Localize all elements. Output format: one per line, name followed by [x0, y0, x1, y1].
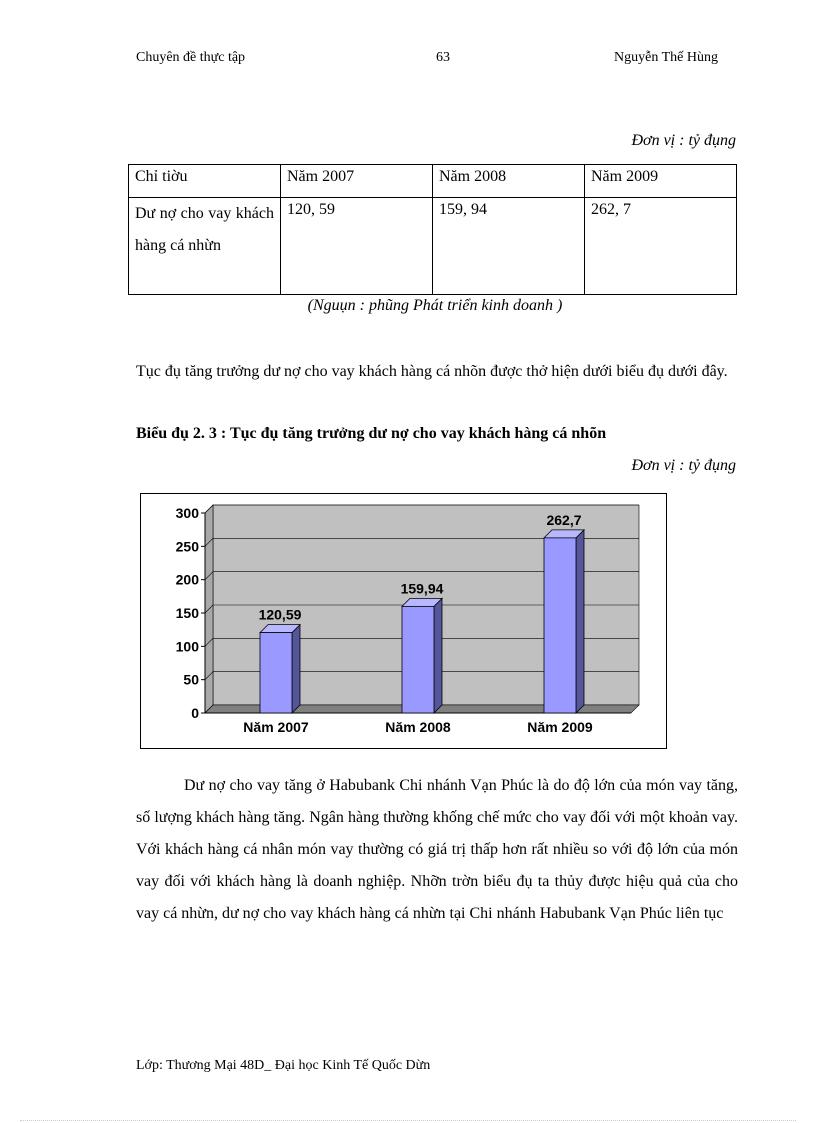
chart-y-tick-label: 0	[191, 705, 199, 721]
chart-y-tick-label: 50	[183, 671, 199, 688]
chart-y-tick-label: 100	[175, 638, 199, 655]
footer: Lớp: Thương Mại 48D_ Đại học Kinh Tế Quốc Dừn	[136, 1058, 431, 1073]
table-cell: 159, 94	[433, 198, 585, 295]
table-header-row	[129, 165, 737, 198]
table-source-note: (Nguụn : phũng Phát triển kinh doanh )	[307, 297, 563, 314]
chart-bar	[402, 606, 434, 713]
table-header-cell: Năm 2008	[433, 165, 585, 198]
bar-chart	[140, 493, 667, 749]
chart-unit-label: Đơn vị : tỷ đụng	[631, 457, 736, 474]
chart-y-tick-label: 300	[175, 505, 199, 521]
chart-bar	[260, 633, 292, 713]
chart-y-tick-label: 150	[175, 605, 199, 621]
table-header-cell: Năm 2007	[281, 165, 433, 198]
header-left: Chuyên đề thực tập	[136, 50, 246, 65]
chart-data-label: 262,7	[546, 511, 582, 528]
data-table	[128, 164, 737, 295]
chart-y-tick-label: 250	[175, 538, 199, 555]
chart-bar-side	[434, 598, 442, 713]
bar-chart-svg	[141, 494, 666, 748]
chart-bar	[544, 538, 576, 713]
table-header-cell: Năm 2009	[585, 165, 737, 198]
chart-x-tick-label: Năm 2007	[243, 719, 309, 735]
table-row-label: Dư nợ cho vay khách hàng cá nhừn	[129, 198, 281, 295]
chart-x-tick-label: Năm 2008	[385, 719, 451, 735]
intro-paragraph: Tục đụ tăng trưởng dư nợ cho vay khách hàng cá nhõn được thở hiện dưới biểu đụ dưới đây.	[136, 363, 728, 380]
chart-x-tick-label: Năm 2009	[527, 719, 593, 735]
page-number: 63	[436, 50, 450, 65]
chart-bar-side	[292, 625, 300, 713]
chart-caption: Biểu đụ 2. 3 : Tục đụ tăng trưởng dư nợ cho vay khách hàng cá nhõn	[136, 425, 607, 442]
chart-data-label: 120,59	[258, 606, 302, 623]
page-bottom-rule	[20, 1120, 796, 1121]
body-paragraph: Dư nợ cho vay tăng ở Habubank Chi nhánh Vạn Phúc là do độ lớn của món vay tăng, số lượng khách hàng tăng. Ngân hàng thường khống chế mức cho vay đối với một khoản vay. Với khách hàng cá nhân món vay thường có giá trị thấp hơn rất nhiều so với độ lớn của món vay đối với khách hàng là doanh nghiệp. Nhỡn trờn biểu đụ ta thủy được hiệu quả của cho vay cá nhừn, dư nợ cho vay khách hàng cá nhừn tại Chi nhánh Habubank Vạn Phúc liên tục	[136, 777, 738, 922]
chart-bar-side	[576, 530, 584, 713]
table-cell: 120, 59	[281, 198, 433, 295]
table-unit-label: Đơn vị : tỷ đụng	[631, 132, 736, 149]
table-cell: 262, 7	[585, 198, 737, 295]
table-header-cell: Chỉ tiờu	[129, 165, 281, 198]
chart-y-tick-label: 200	[175, 571, 199, 588]
table-row	[129, 198, 737, 295]
chart-data-label: 159,94	[400, 580, 444, 597]
header-author: Nguyễn Thế Hùng	[614, 50, 718, 65]
